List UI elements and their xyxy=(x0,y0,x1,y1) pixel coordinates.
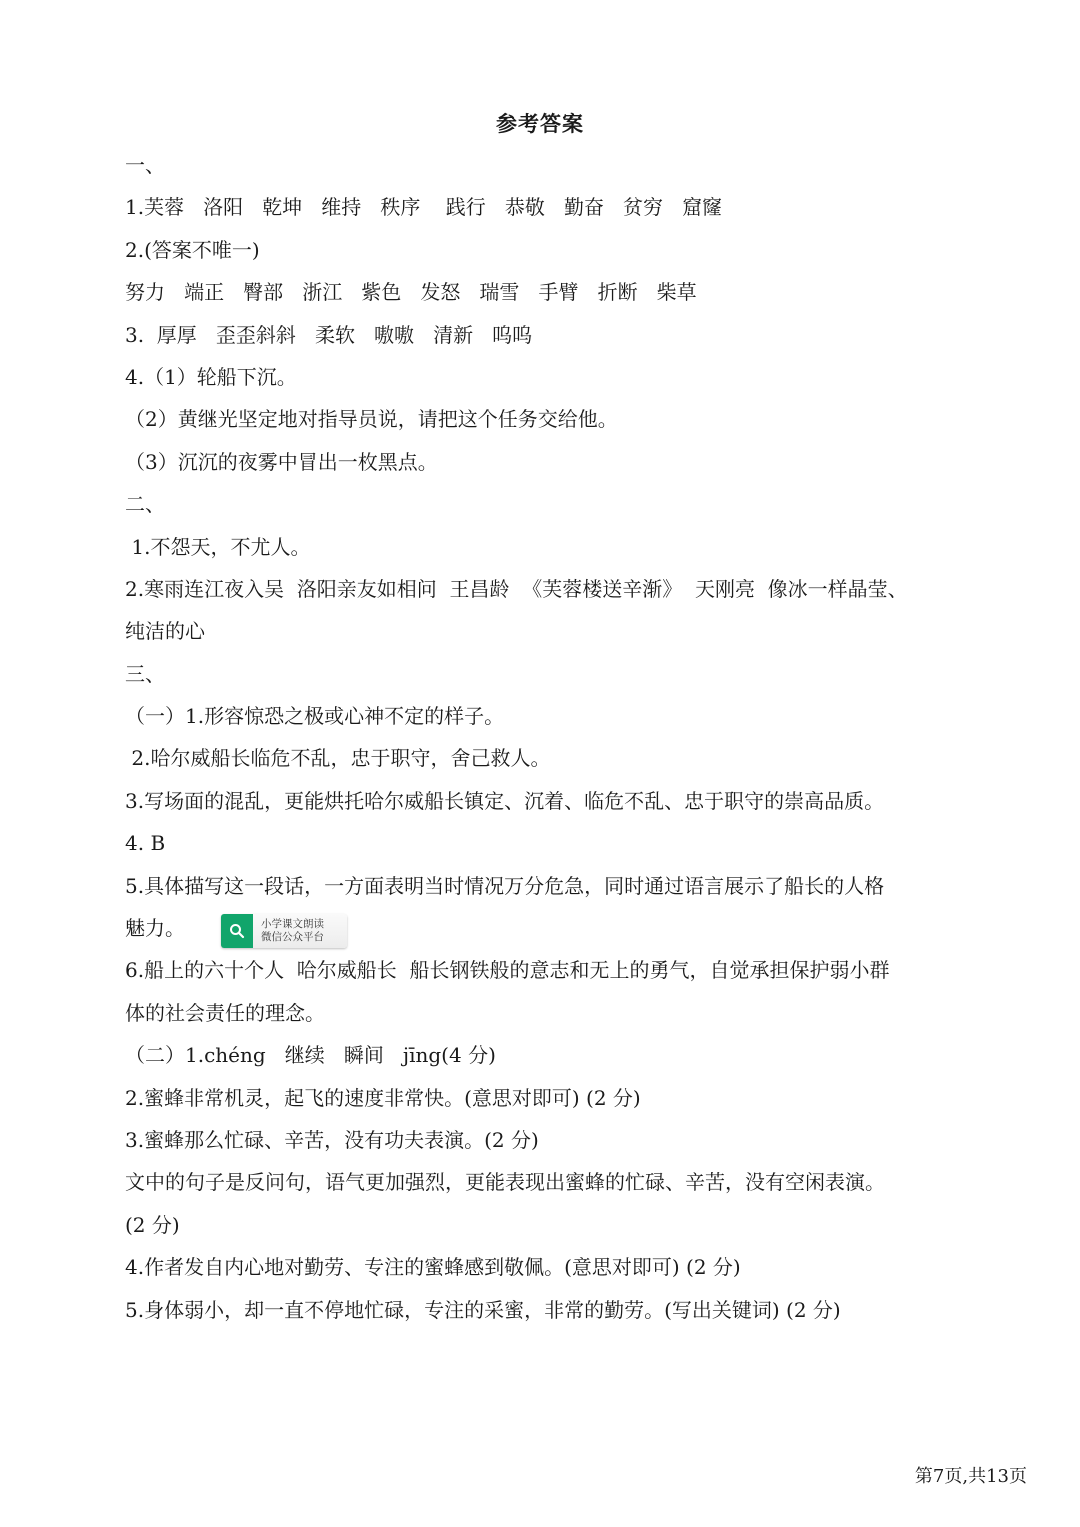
answer-line: 3.写场面的混乱，更能烘托哈尔威船长镇定、沉着、临危不乱、忠于职守的崇高品质。 xyxy=(125,788,885,813)
answer-line: 6.船上的六十个人 哈尔威船长 船长钢铁般的意志和无上的勇气，自觉承担保护弱小群 xyxy=(125,958,890,983)
answer-line: 5.具体描写这一段话，一方面表明当时情况万分危急，同时通过语言展示了船长的人格 xyxy=(125,873,885,898)
answer-line: 1.芙蓉 洛阳 乾坤 维持 秩序 践行 恭敬 勤奋 贫穷 窟窿 xyxy=(125,195,723,220)
answer-line: 魅力。 xyxy=(125,916,185,941)
answer-line: 2.寒雨连江夜入吴 洛阳亲友如相问 王昌龄 《芙蓉楼送辛渐》 天刚亮 像冰一样晶莹、 xyxy=(125,576,908,601)
answer-line: 体的社会责任的理念。 xyxy=(125,1000,325,1025)
answer-line: (2 分) xyxy=(125,1212,180,1237)
answer-line: （2）黄继光坚定地对指导员说，请把这个任务交给他。 xyxy=(125,407,618,432)
answer-line: 努力 端正 臀部 浙江 紫色 发怒 瑞雪 手臂 折断 柴草 xyxy=(125,280,697,305)
answer-line: 4.（1）轮船下沉。 xyxy=(125,364,297,389)
badge-label xyxy=(253,918,324,944)
answer-line: 4.作者发自内心地对勤劳、专注的蜜蜂感到敬佩。(意思对即可) (2 分) xyxy=(125,1255,741,1280)
search-icon xyxy=(221,914,253,948)
answer-line: （3）沉沉的夜雾中冒出一枚黑点。 xyxy=(125,449,438,474)
answer-line: 2.(答案不唯一) xyxy=(125,237,260,262)
answer-line: 3.蜜蜂那么忙碌、辛苦，没有功夫表演。(2 分) xyxy=(125,1127,539,1152)
section-heading: 三、 xyxy=(125,661,165,686)
answer-line: 文中的句子是反问句，语气更加强烈，更能表现出蜜蜂的忙碌、辛苦，没有空闲表演。 xyxy=(125,1170,885,1195)
badge-line-1: 小学课文朗读 xyxy=(261,918,324,930)
page-title: 参考答案 xyxy=(496,111,584,136)
badge-line-2: 微信公众平台 xyxy=(261,931,324,943)
answer-lines xyxy=(125,144,965,1331)
answer-line: 1.不怨天，不尤人。 xyxy=(125,534,311,559)
page-number: 第7页,共13页 xyxy=(914,1466,1027,1487)
answer-line: 4. B xyxy=(125,831,166,856)
answer-line: 纯洁的心 xyxy=(125,619,205,644)
answer-line: （一）1.形容惊恐之极或心神不定的样子。 xyxy=(125,704,505,729)
answer-line: 3. 厚厚 歪歪斜斜 柔软 嗷嗷 清新 呜呜 xyxy=(125,322,533,347)
answer-line: （二）1.chéng 继续 瞬间 jīng(4 分) xyxy=(125,1043,496,1068)
wechat-search-badge[interactable] xyxy=(221,914,347,948)
section-heading: 一、 xyxy=(125,153,165,177)
section-heading: 二、 xyxy=(125,492,165,517)
answer-line: 2.哈尔威船长临危不乱，忠于职守，舍己救人。 xyxy=(125,746,551,771)
answer-line: 2.蜜蜂非常机灵，起飞的速度非常快。(意思对即可) (2 分) xyxy=(125,1085,641,1110)
answer-line: 5.身体弱小，却一直不停地忙碌，专注的采蜜，非常的勤劳。(写出关键词) (2 分) xyxy=(125,1297,841,1322)
